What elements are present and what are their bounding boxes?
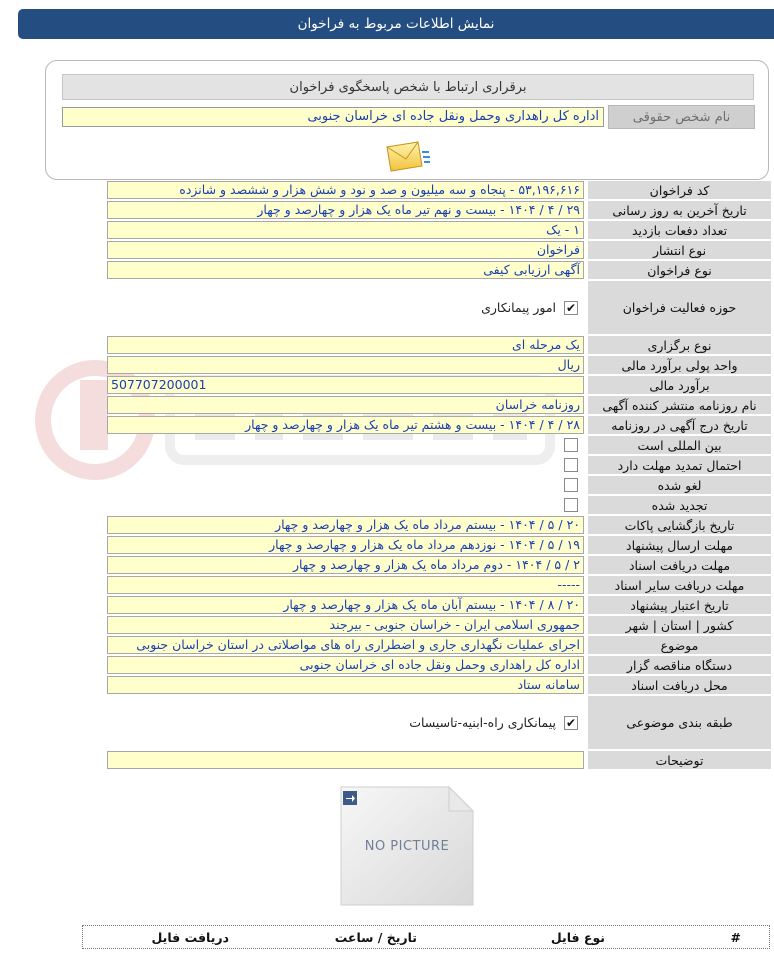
docs-place-label: محل دریافت اسناد xyxy=(588,676,771,694)
tender-info-table xyxy=(107,181,771,771)
row-estimate xyxy=(107,376,771,394)
cancelled-label: لغو شده xyxy=(588,476,771,494)
renewed-cell xyxy=(107,496,584,514)
row-newspaper xyxy=(107,396,771,414)
legal-entity-value: اداره کل راهداری وحمل ونقل جاده ای خراسان جنوبی xyxy=(62,107,604,127)
extension-checkbox[interactable] xyxy=(564,458,578,472)
row-validity xyxy=(107,596,771,614)
call-type-value: آگهی ارزیابی کیفی xyxy=(107,261,584,279)
last-update-value: ۲۹ / ۴ / ۱۴۰۴ - بیست و نهم تیر ماه یک هزار و چهارصد و چهار xyxy=(107,201,584,219)
row-last-update xyxy=(107,201,771,219)
row-location xyxy=(107,616,771,634)
currency-value: ریال xyxy=(107,356,584,374)
legal-entity-label: نام شخص حقوقی xyxy=(608,105,755,129)
row-call-type xyxy=(107,261,771,279)
contact-responder-label: برقراری ارتباط با شخص پاسخگوی فراخوان xyxy=(289,79,527,95)
location-value: جمهوری اسلامی ایران - خراسان جنوبی - بیرجند xyxy=(107,616,584,634)
opening-date-label: تاریخ بازگشایی پاکات xyxy=(588,516,771,534)
row-code xyxy=(107,181,771,199)
activity-cell xyxy=(107,281,584,334)
envelope-icon[interactable] xyxy=(384,139,432,173)
contact-panel xyxy=(45,60,769,180)
row-international xyxy=(107,436,771,454)
activity-checkbox[interactable]: ✔ xyxy=(565,300,577,315)
newspaper-value: روزنامه خراسان xyxy=(107,396,584,414)
agency-label: دستگاه مناقصه گزار xyxy=(588,656,771,674)
subject-label: موضوع xyxy=(588,636,771,654)
files-col-date: تاریخ / ساعت xyxy=(334,930,417,945)
row-currency xyxy=(107,356,771,374)
visits-value: ۱ - یک xyxy=(107,221,584,239)
international-cell xyxy=(107,436,584,454)
category-label: طبقه بندی موضوعی xyxy=(588,696,771,749)
currency-label: واحد پولی برآورد مالی xyxy=(588,356,771,374)
row-renewed xyxy=(107,496,771,514)
row-publication-type xyxy=(107,241,771,259)
subject-value: اجرای عملیات نگهداری جاری و اضطراری راه های مواصلاتی در استان خراسان جنوبی xyxy=(107,636,584,654)
renewed-checkbox[interactable] xyxy=(564,498,578,512)
row-other-docs-deadline xyxy=(107,576,771,594)
holding-type-label: نوع برگزاری xyxy=(588,336,771,354)
agency-value: اداره کل راهداری وحمل ونقل جاده ای خراسان جنوبی xyxy=(107,656,584,674)
contact-responder-button[interactable] xyxy=(62,74,754,100)
row-extension xyxy=(107,456,771,474)
validity-label: تاریخ اعتبار پیشنهاد xyxy=(588,596,771,614)
category-value: پیمانکاری راه-ابنیه-تاسیسات xyxy=(409,715,556,730)
files-col-type: نوع فایل xyxy=(550,930,605,945)
opening-date-value: ۲۰ / ۵ / ۱۴۰۴ - بیستم مرداد ماه یک هزار و چهارصد و چهار xyxy=(107,516,584,534)
estimate-value: 507707200001 xyxy=(107,376,584,394)
docs-place-value: سامانه ستاد xyxy=(107,676,584,694)
no-picture-text: NO PICTURE xyxy=(364,839,450,854)
cancelled-checkbox[interactable] xyxy=(564,478,578,492)
location-label: کشور | استان | شهر xyxy=(588,616,771,634)
docs-deadline-value: ۲ / ۵ / ۱۴۰۴ - دوم مرداد ماه یک هزار و چهارصد و چهار xyxy=(107,556,584,574)
page-title: نمایش اطلاعات مربوط به فراخوان xyxy=(297,16,495,32)
extension-label: احتمال تمدید مهلت دارد xyxy=(588,456,771,474)
activity-value: امور پیمانکاری xyxy=(481,300,556,315)
row-notes xyxy=(107,751,771,769)
row-docs-deadline xyxy=(107,556,771,574)
files-table-header xyxy=(82,925,770,949)
page-header xyxy=(18,9,774,39)
validity-value: ۲۰ / ۸ / ۱۴۰۴ - بیستم آبان ماه یک هزار و چهارصد و چهار xyxy=(107,596,584,614)
row-holding-type xyxy=(107,336,771,354)
files-col-download: دریافت فایل xyxy=(151,930,229,945)
no-picture-image xyxy=(337,785,477,907)
files-col-index: # xyxy=(730,930,741,945)
row-visits xyxy=(107,221,771,239)
cancelled-cell xyxy=(107,476,584,494)
extension-cell xyxy=(107,456,584,474)
row-agency xyxy=(107,656,771,674)
ad-date-value: ۲۸ / ۴ / ۱۴۰۴ - بیست و هشتم تیر ماه یک هزار و چهارصد و چهار xyxy=(107,416,584,434)
international-checkbox[interactable] xyxy=(564,438,578,452)
row-ad-date xyxy=(107,416,771,434)
other-docs-deadline-label: مهلت دریافت سایر اسناد xyxy=(588,576,771,594)
code-value: ۵۳,۱۹۶,۶۱۶ - پنجاه و سه میلیون و صد و نود و شش هزار و ششصد و شانزده xyxy=(107,181,584,199)
ad-date-label: تاریخ درج آگهی در روزنامه xyxy=(588,416,771,434)
last-update-label: تاریخ آخرین به روز رسانی xyxy=(588,201,771,219)
docs-deadline-label: مهلت دریافت اسناد xyxy=(588,556,771,574)
category-checkbox[interactable]: ✔ xyxy=(565,715,577,730)
row-activity xyxy=(107,281,771,334)
notes-value xyxy=(107,751,584,769)
row-subject xyxy=(107,636,771,654)
activity-label: حوزه فعالیت فراخوان xyxy=(588,281,771,334)
publication-type-value: فراخوان xyxy=(107,241,584,259)
row-cancelled xyxy=(107,476,771,494)
row-category xyxy=(107,696,771,749)
notes-label: توضیحات xyxy=(588,751,771,769)
renewed-label: تجدید شده xyxy=(588,496,771,514)
publication-type-label: نوع انتشار xyxy=(588,241,771,259)
submit-deadline-value: ۱۹ / ۵ / ۱۴۰۴ - نوزدهم مرداد ماه یک هزار و چهارصد و چهار xyxy=(107,536,584,554)
row-docs-place xyxy=(107,676,771,694)
row-opening-date xyxy=(107,516,771,534)
row-submit-deadline xyxy=(107,536,771,554)
category-cell xyxy=(107,696,584,749)
visits-label: تعداد دفعات بازدید xyxy=(588,221,771,239)
code-label: کد فراخوان xyxy=(588,181,771,199)
submit-deadline-label: مهلت ارسال پیشنهاد xyxy=(588,536,771,554)
call-type-label: نوع فراخوان xyxy=(588,261,771,279)
estimate-label: برآورد مالی xyxy=(588,376,771,394)
international-label: بین المللی است xyxy=(588,436,771,454)
other-docs-deadline-value: ----- xyxy=(107,576,584,594)
holding-type-value: یک مرحله ای xyxy=(107,336,584,354)
newspaper-label: نام روزنامه منتشر کننده آگهی xyxy=(588,396,771,414)
